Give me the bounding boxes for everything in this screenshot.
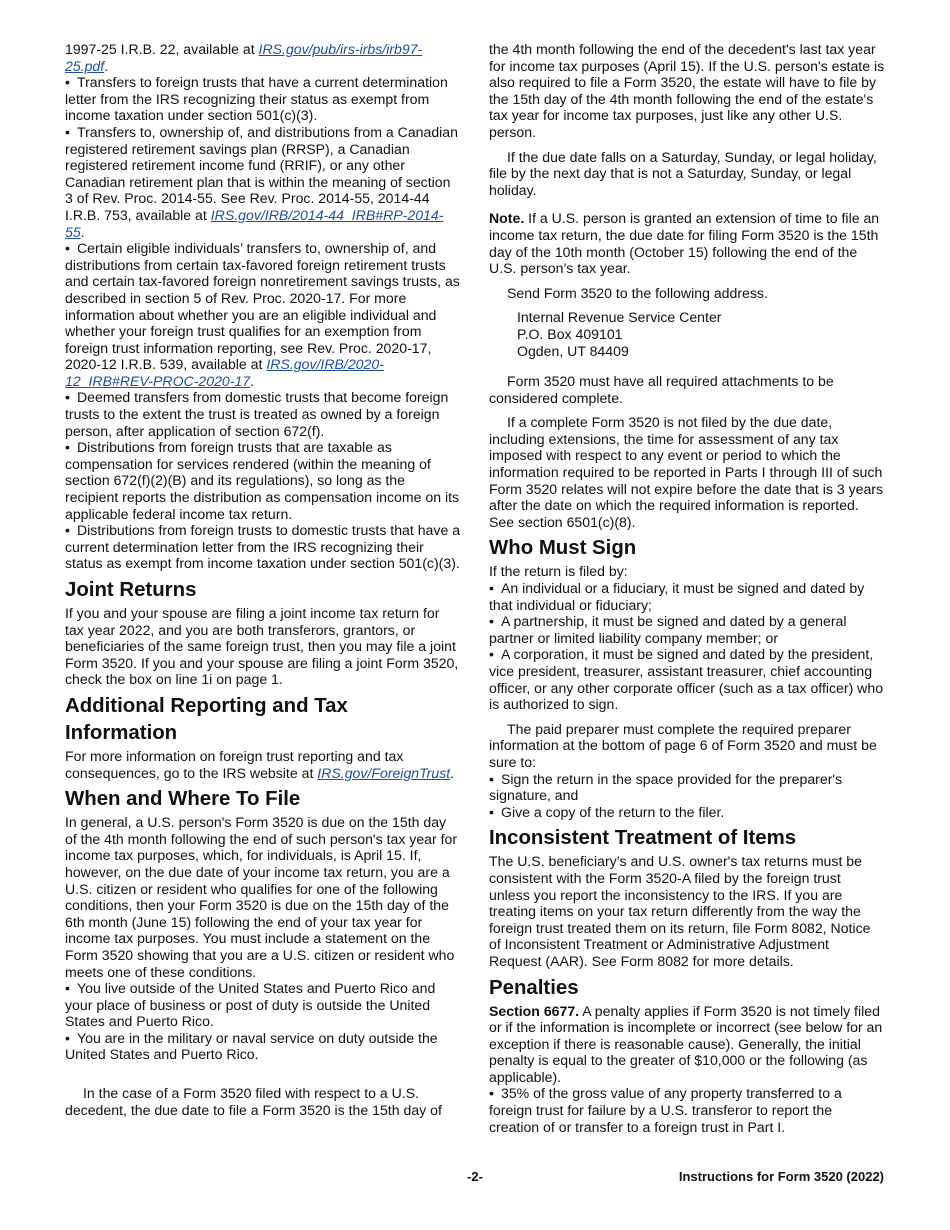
- left-column: [65, 41, 461, 1118]
- list-item: • Certain eligible individuals’ transfers to, ownership of, and distributions from certain tax-favored foreign retirement trusts and certain tax-favored foreign nonretirement savings trusts, as described in section 5 of Rev. Proc. 2020-17. For more information about whether you are an eligible individual and whether your foreign trust qualifies for an exemption from foreign trust information reporting, see Rev. Proc. 2020-17, 2020-12 I.R.B. 539, available at IRS.gov/IRB/2020-12_IRB#REV-PROC-2020-17.: [65, 240, 461, 389]
- list-item: • Sign the return in the space provided for the preparer's signature, and: [489, 771, 885, 804]
- heading-when-where-to-file: When and Where To File: [65, 788, 301, 811]
- list-item: • Transfers to, ownership of, and distributions from a Canadian registered retirement savings plan (RRSP), a Canadian registered retirement income fund (RRIF), or any other Canadian retirement plan that is within the meaning of section 3 of Rev. Proc. 2014-55. See Rev. Proc. 2014-55, 2014-44 I.R.B. 753, available at IRS.gov/IRB/2014-44_IRB#RP-2014-55.: [65, 124, 461, 240]
- paragraph: 1997-25 I.R.B. 22, available at IRS.gov/pub/irs-irbs/irb97-25.pdf.: [65, 41, 423, 74]
- mailing-address: Internal Revenue Service Center P.O. Box 409101 Ogden, UT 84409: [517, 309, 722, 359]
- right-column: [489, 41, 885, 1135]
- foreign-trust-link[interactable]: IRS.gov/ForeignTrust: [317, 764, 451, 781]
- list-item: • A partnership, it must be signed and dated by a general partner or limited liability company member; or: [489, 613, 885, 646]
- list-item: • You are in the military or naval service on duty outside the United States and Puerto Rico.: [65, 1030, 461, 1063]
- paragraph: The paid preparer must complete the required preparer information at the bottom of page 6 of Form 3520 and must be sure to:: [489, 720, 877, 770]
- heading-penalties: Penalties: [489, 976, 579, 999]
- section-6677: Section 6677. A penalty applies if Form 3520 is not timely filed or if the information is incomplete or incorrect (see below for an exception if there is reasonable cause). Generally, the initial penalty is equal to the greater of $10,000 or the following (as applicable).: [489, 1002, 883, 1085]
- list-item: • Give a copy of the return to the filer.: [489, 804, 885, 821]
- list-item: • An individual or a fiduciary, it must be signed and dated by that individual or fiduciary;: [489, 580, 885, 613]
- paragraph: the 4th month following the end of the decedent's last tax year for income tax purposes (April 15). If the U.S. person's estate is also required to file a Form 3520, the estate will have to file by the 15th day of the 4th month following the end of the estate's tax year for income tax purposes, just like any other U.S. person.: [489, 41, 885, 140]
- rev-proc-2020-17-link[interactable]: IRS.gov/IRB/2020-12_IRB#REV-PROC-2020-17: [65, 356, 384, 389]
- list-item: • Transfers to foreign trusts that have a current determination letter from the IRS recognizing their status as exempt from income taxation under section 501(c)(3).: [65, 74, 461, 124]
- list-item: • 35% of the gross value of any property transferred to a foreign trust for failure by a U.S. transferor to report the creation of or transfer to a foreign trust in Part I.: [489, 1085, 885, 1135]
- heading-joint-returns: Joint Returns: [65, 579, 197, 601]
- heading-inconsistent-treatment: Inconsistent Treatment of Items: [489, 827, 797, 850]
- list-item: • Distributions from foreign trusts that are taxable as compensation for services rendered (within the meaning of section 672(f)(2)(B) and its regulations), so long as the recipient reports the distribution as compensation income on its applicable federal income tax return.: [65, 439, 461, 522]
- paragraph: In the case of a Form 3520 filed with respect to a U.S. decedent, the due date to file a Form 3520 is the 15th day of: [65, 1085, 442, 1118]
- paragraph: If the due date falls on a Saturday, Sunday, or legal holiday, file by the next day that is not a Saturday, Sunday, or legal holiday.: [489, 148, 877, 198]
- heading-additional-reporting: Additional Reporting and Tax Information: [65, 694, 348, 744]
- page-number: -2-: [467, 1169, 483, 1184]
- list-item: • You live outside of the United States and Puerto Rico and your place of business or post of duty is outside the United States and Puerto Rico.: [65, 980, 461, 1030]
- note: Note. If a U.S. person is granted an extension of time to file an income tax return, the due date for filing Form 3520 is the 15th day of the 10th month (October 15) following the end of the U.S. person’s tax year.: [489, 210, 880, 277]
- paragraph: If a complete Form 3520 is not filed by the due date, including extensions, the time for assessment of any tax imposed with respect to any event or period to which the information required to be reported in Parts I through III of such Form 3520 relates will not expire before the date that is 3 years after the date on which the required information is reported. See section 6501(c)(8).: [489, 414, 884, 530]
- irb97-25-link[interactable]: IRS.gov/pub/irs-irbs/irb97-25.pdf: [65, 41, 423, 74]
- paragraph: If the return is filed by:: [489, 563, 628, 580]
- paragraph: If you and your spouse are filing a joint income tax return for tax year 2022, and you are both transferors, grantors, or beneficiaries of the same foreign trust, then you may file a joint Form 3520. If you and your spouse are filing a joint Form 3520, check the box on line 1i on page 1.: [65, 605, 459, 688]
- list-item: • Distributions from foreign trusts to domestic trusts that have a current determination letter from the IRS recognizing their status as exempt from income taxation under section 501(c)(3).: [65, 522, 461, 572]
- form-title: Instructions for Form 3520 (2022): [678, 1169, 884, 1184]
- heading-who-must-sign: Who Must Sign: [489, 537, 637, 560]
- paragraph: For more information on foreign trust reporting and tax consequences, go to the IRS website at IRS.gov/ForeignTrust.: [65, 747, 455, 781]
- rp-2014-55-link[interactable]: IRS.gov/IRB/2014-44_IRB#RP-2014-55: [65, 206, 444, 240]
- paragraph: Send Form 3520 to the following address.: [507, 284, 768, 301]
- paragraph: The U.S. beneficiary’s and U.S. owner's tax returns must be consistent with the Form 3520-A filed by the foreign trust unless you report the inconsistency to the IRS. If you are treating items on your tax return differently from the way the foreign trust treated them on its return, file Form 8082, Notice of Inconsistent Treatment or Administrative Adjustment Request (AAR). See Form 8082 for more details.: [489, 853, 871, 969]
- paragraph: In general, a U.S. person's Form 3520 is due on the 15th day of the 4th month following the end of such person's tax year for income tax purposes, which, for individuals, is April 15. If, however, on the due date of your income tax return, you are a U.S. citizen or resident who qualifies for one of the following conditions, then your Form 3520 is due on the 15th day of the 6th month (June 15) following the end of your tax year for income tax purposes. You must include a statement on the Form 3520 showing that you are a U.S. citizen or resident who meets one of these conditions.: [65, 814, 458, 980]
- list-item: • Deemed transfers from domestic trusts that become foreign trusts to the extent the trust is treated as owned by a foreign person, after application of section 672(f).: [65, 389, 461, 439]
- paragraph: Form 3520 must have all required attachments to be considered complete.: [489, 373, 834, 406]
- list-item: • A corporation, it must be signed and dated by the president, vice president, treasurer, assistant treasurer, chief accounting officer, or any other corporate officer (such as a tax officer) who is authorized to sign.: [489, 646, 885, 712]
